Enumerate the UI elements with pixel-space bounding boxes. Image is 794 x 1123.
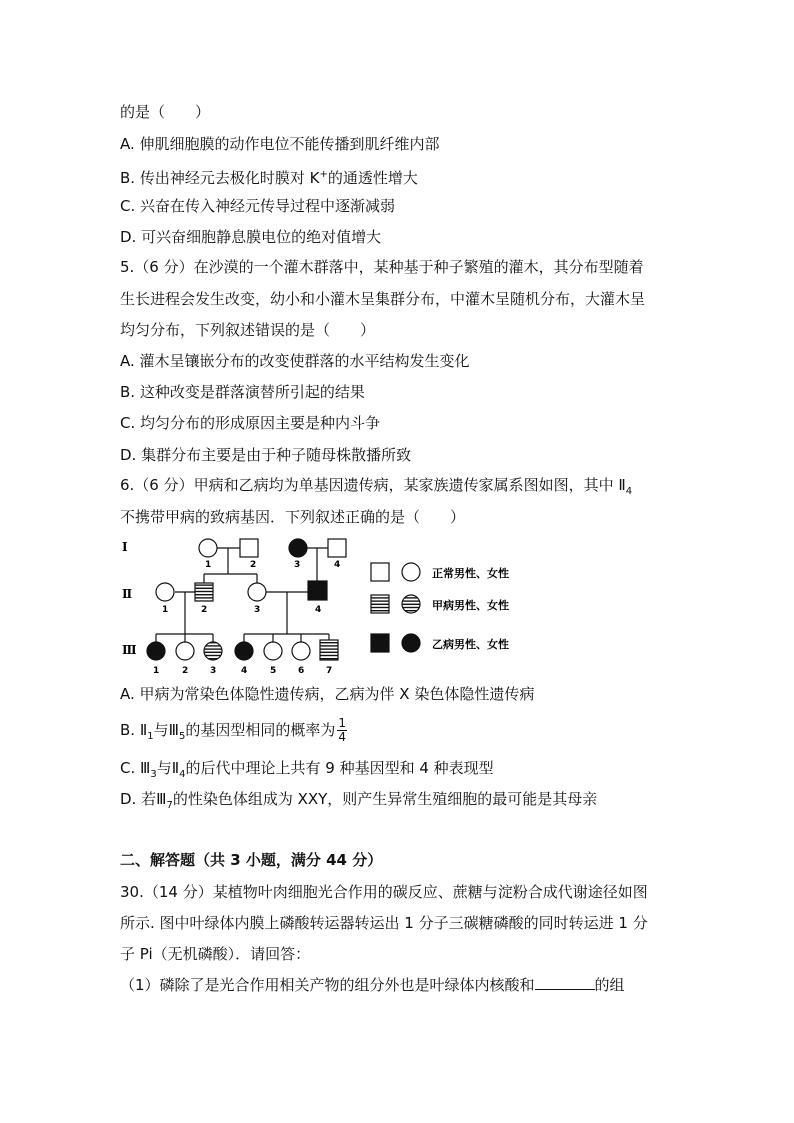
q4-option-d: D. 可兴奋细胞静息膜电位的绝对值增大 <box>120 228 382 246</box>
q30-stem-line1: 30.（14 分）某植物叶肉细胞光合作用的碳反应、蔗糖与淀粉合成代谢途径如图 <box>120 883 648 901</box>
legend-jia-male-icon <box>371 595 389 613</box>
I4-number: 4 <box>334 560 341 570</box>
q5-option-d: D. 集群分布主要是由于种子随母株散播所致 <box>120 446 412 464</box>
III3-number: 3 <box>210 666 217 676</box>
q4-option-a: A. 伸肌细胞膜的动作电位不能传播到肌纤维内部 <box>120 135 440 153</box>
legend-normal-male-icon <box>371 563 389 581</box>
pedigree-diagram <box>112 530 542 680</box>
II4-number: 4 <box>315 605 322 615</box>
pedigree-III6-female-normal <box>292 642 310 660</box>
q5-option-a: A. 灌木呈镶嵌分布的改变使群落的水平结构发生变化 <box>120 352 470 370</box>
q4-option-c: C. 兴奋在传入神经元传导过程中逐渐减弱 <box>120 197 396 215</box>
pedigree-II2-male-jia <box>195 583 213 601</box>
q6-option-b: B. $Ⅱ_1$与$Ⅲ_5$的基因型相同的概率为 $\frac{1}{4}$ <box>120 716 346 744</box>
legend-yi-male-icon <box>371 634 389 652</box>
legend-jia-female-icon <box>402 595 420 613</box>
q6-option-a: A. 甲病为常染色体隐性遗传病，乙病为伴 X 染色体隐性遗传病 <box>120 685 535 703</box>
legend-jia-label: 甲病男性、女性 <box>432 599 509 612</box>
answer-blank[interactable] <box>535 975 595 990</box>
pedigree-III7-male-jia <box>320 640 338 660</box>
gen-label-2: Ⅱ <box>122 587 133 601</box>
III1-number: 1 <box>153 666 160 676</box>
q5-option-c: C. 均匀分布的形成原因主要是种内斗争 <box>120 414 381 432</box>
pedigree-I1-female-normal <box>199 539 217 557</box>
pedigree-III2-female-normal <box>176 642 194 660</box>
q6-option-d: D. 若$Ⅲ_7$的性染色体组成为 XXY，则产生异常生殖细胞的最可能是其母亲 <box>120 790 598 811</box>
legend-normal-label: 正常男性、女性 <box>432 567 509 580</box>
section-2-title: 二、解答题（共 3 小题，满分 44 分） <box>120 851 383 869</box>
q30-sub1: （1）磷除了是光合作用相关产物的组分外也是叶绿体内核酸和 的组 <box>120 976 625 994</box>
gen-label-3: Ⅲ <box>122 643 137 657</box>
pedigree-III4-female-yi <box>235 642 253 660</box>
q4-option-b: B. 传出神经元去极化时膜对 K+的通透性增大 <box>120 169 418 187</box>
q6-option-c: C. $Ⅲ_3$与$Ⅱ_4$的后代中理论上共有 9 种基因型和 4 种表现型 <box>120 759 494 780</box>
pedigree-II3-female-normal <box>248 583 266 601</box>
pedigree-II1-female-normal <box>156 583 174 601</box>
III2-number: 2 <box>182 666 189 676</box>
gen-label-1: Ⅰ <box>122 540 128 554</box>
II3-number: 3 <box>254 605 261 615</box>
q5-stem-line3: 均匀分布，下列叙述错误的是（ ） <box>120 321 376 339</box>
q6-stem-line2: 不携带甲病的致病基因．下列叙述正确的是（ ） <box>120 508 466 526</box>
I2-number: 2 <box>250 560 257 570</box>
legend-yi-female-icon <box>402 634 420 652</box>
III6-number: 6 <box>298 666 305 676</box>
q30-stem-line3: 子 Pi（无机磷酸）．请回答： <box>120 945 311 963</box>
q5-stem-line1: 5.（6 分）在沙漠的一个灌木群落中，某种基于种子繁殖的灌木，其分布型随着 <box>120 258 644 276</box>
pedigree-III1-female-yi <box>147 642 165 660</box>
III4-number: 4 <box>241 666 248 676</box>
pedigree-I4-male-normal <box>328 539 346 557</box>
q4-tail: 的是（ ） <box>120 103 211 121</box>
I3-number: 3 <box>294 560 301 570</box>
III5-number: 5 <box>270 666 277 676</box>
pedigree-I2-male-normal <box>240 539 258 557</box>
pedigree-III3-female-jia <box>204 642 222 660</box>
legend-yi-label: 乙病男性、女性 <box>432 638 509 651</box>
q5-stem-line2: 生长进程会发生改变，幼小和小灌木呈集群分布，中灌木呈随机分布，大灌木呈 <box>120 290 646 308</box>
III7-number: 7 <box>326 666 333 676</box>
II1-number: 1 <box>162 605 169 615</box>
q5-option-b: B. 这种改变是群落演替所引起的结果 <box>120 383 365 401</box>
q30-stem-line2: 所示. 图中叶绿体内膜上磷酸转运器转运出 1 分子三碳糖磷酸的同时转运进 1 分 <box>120 914 648 932</box>
pedigree-III5-female-normal <box>264 642 282 660</box>
I1-number: 1 <box>205 560 212 570</box>
q6-stem-line1: 6.（6 分）甲病和乙病均为单基因遗传病，某家族遗传家属系图如图，其中 $Ⅱ_4$ <box>120 476 633 497</box>
fraction-one-quarter: $\frac{1}{4}$ <box>338 716 346 744</box>
pedigree-I3-female-yi <box>289 539 307 557</box>
pedigree-II4-male-yi <box>308 581 327 600</box>
II2-number: 2 <box>201 605 208 615</box>
legend-normal-female-icon <box>402 563 420 581</box>
